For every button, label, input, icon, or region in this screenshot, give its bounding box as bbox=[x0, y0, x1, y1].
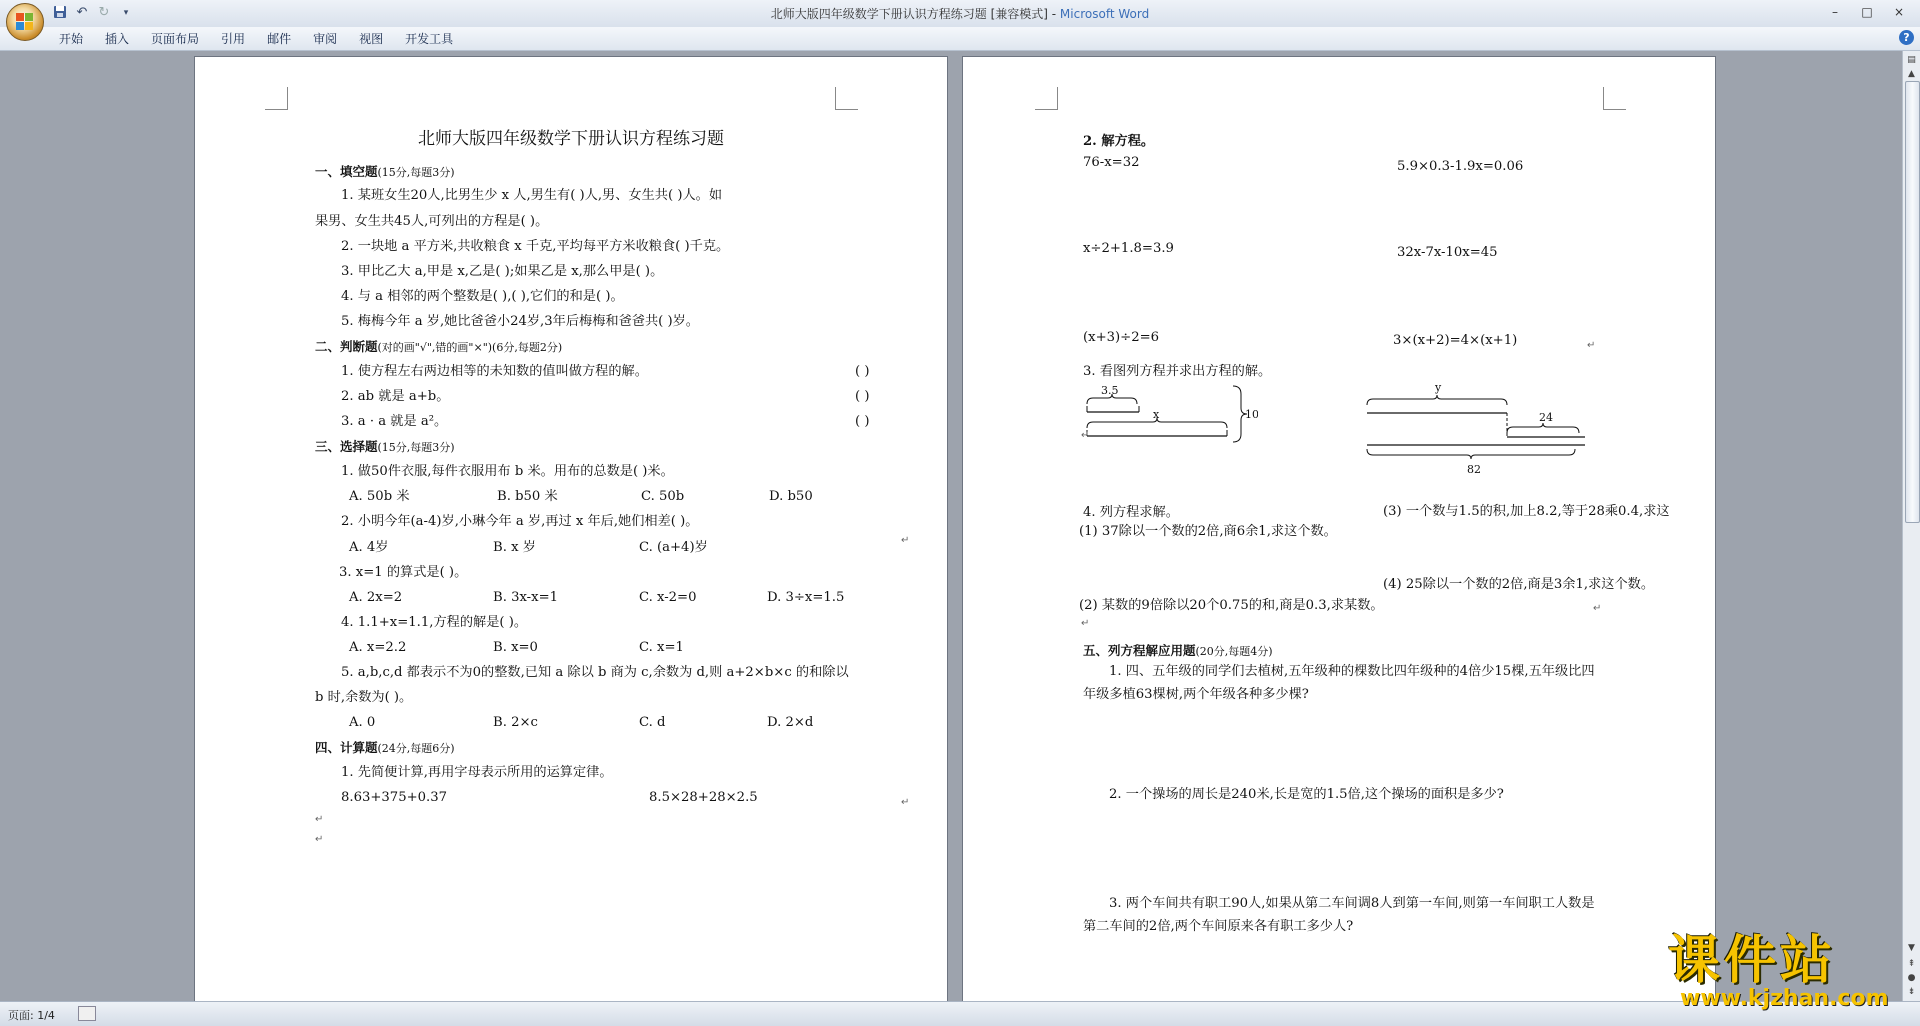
tab-insert[interactable]: 插入 bbox=[105, 32, 130, 46]
s1-line: 2. 一块地 a 平方米,共收粮食 x 千克,平均每平方米收粮食( )千克。 bbox=[341, 239, 730, 254]
s5-question: 第二车间的2倍,两个车间原来各有职工多少人? bbox=[1083, 919, 1354, 934]
equation: 3×(x+2)=4×(x+1) bbox=[1393, 333, 1518, 348]
scroll-up-icon[interactable]: ▲ bbox=[1908, 69, 1915, 79]
s3-option: A. 4岁 bbox=[349, 540, 389, 555]
crop-mark bbox=[835, 87, 858, 110]
s4-question: 1. 先简便计算,再用字母表示所用的运算定律。 bbox=[341, 765, 613, 780]
s5-question: 年级多植63棵树,两个年级各种多少棵? bbox=[1083, 687, 1309, 702]
s3-option: B. x 岁 bbox=[493, 540, 536, 555]
paragraph-mark: ↵ bbox=[901, 535, 910, 546]
title-bar bbox=[0, 0, 1920, 28]
s3-option: A. 2x=2 bbox=[349, 590, 403, 605]
crop-mark bbox=[1035, 87, 1058, 110]
scroll-thumb[interactable] bbox=[1905, 81, 1920, 523]
office-logo-icon bbox=[16, 13, 34, 31]
equation: 76-x=32 bbox=[1083, 155, 1140, 170]
tab-references[interactable]: 引用 bbox=[221, 32, 246, 46]
undo-icon[interactable]: ↶ bbox=[76, 5, 88, 20]
section-5-title: 五、列方程解应用题(20分,每题4分) bbox=[1083, 643, 1273, 658]
s3-option: B. b50 米 bbox=[497, 489, 558, 504]
scroll-down-icon[interactable]: ▼ bbox=[1908, 943, 1915, 953]
q4-item: (1) 37除以一个数的2倍,商6余1,求这个数。 bbox=[1079, 524, 1337, 539]
document-heading: 北师大版四年级数学下册认识方程练习题 bbox=[418, 129, 724, 149]
s1-line: 5. 梅梅今年 a 岁,她比爸爸小24岁,3年后梅梅和爸爸共( )岁。 bbox=[341, 314, 699, 329]
crop-mark bbox=[1603, 87, 1626, 110]
s3-option: B. 3x-x=1 bbox=[493, 590, 559, 605]
s3-question: b 时,余数为( )。 bbox=[315, 690, 413, 705]
page-1[interactable] bbox=[194, 56, 948, 1001]
s2-item: 2. ab 就是 a+b。 bbox=[341, 389, 450, 404]
ribbon bbox=[0, 27, 1920, 51]
window-title bbox=[0, 5, 1920, 22]
document-title: 北师大版四年级数学下册认识方程练习题 [兼容模式] - bbox=[770, 7, 1060, 21]
crop-mark bbox=[265, 87, 288, 110]
fig2-label-24: 24 bbox=[1539, 411, 1553, 424]
s3-question: 5. a,b,c,d 都表示不为0的整数,已知 a 除以 b 商为 c,余数为 d,则 a+2×b×c 的和除以 bbox=[341, 665, 849, 680]
previous-page-icon[interactable]: ⇞ bbox=[1907, 959, 1916, 969]
watermark-url: www.kjzhan.com bbox=[1680, 986, 1889, 1011]
s3-option: B. x=0 bbox=[493, 640, 538, 655]
section-1-title: 一、填空题(15分,每题3分) bbox=[315, 164, 455, 179]
maximize-button[interactable]: □ bbox=[1861, 5, 1873, 19]
s3-question: 3. x=1 的算式是( )。 bbox=[339, 565, 468, 580]
s3-option: D. b50 bbox=[769, 489, 813, 504]
fig1-label-a: 3.5 bbox=[1101, 384, 1119, 397]
s2-item: 3. a · a 就是 a²。 bbox=[341, 414, 448, 429]
s1-line: 3. 甲比乙大 a,甲是 x,乙是( );如果乙是 x,那么甲是( )。 bbox=[341, 264, 664, 279]
paragraph-mark: ↵ bbox=[315, 834, 324, 845]
s3-question: 4. 1.1+x=1.1,方程的解是( )。 bbox=[341, 615, 528, 630]
s3-option: C. x-2=0 bbox=[639, 590, 697, 605]
s4-calc: 8.63+375+0.37 bbox=[341, 790, 447, 805]
diagram-1 bbox=[1083, 384, 1258, 468]
paragraph-mark: ↵ bbox=[1081, 618, 1090, 629]
ruler-toggle-icon[interactable]: ▤ bbox=[1907, 55, 1916, 65]
q4-heading: 4. 列方程求解。 bbox=[1083, 505, 1179, 520]
s3-option: A. 0 bbox=[349, 715, 376, 730]
tab-mailings[interactable]: 邮件 bbox=[267, 32, 292, 46]
tab-page-layout[interactable]: 页面布局 bbox=[151, 32, 200, 46]
s3-question: 1. 做50件衣服,每件衣服用布 b 米。用布的总数是( )米。 bbox=[341, 464, 674, 479]
s3-option: C. x=1 bbox=[639, 640, 684, 655]
s4-calc: 8.5×28+28×2.5 bbox=[649, 790, 758, 805]
help-icon[interactable]: ? bbox=[1899, 30, 1914, 45]
fig2-label-y: y bbox=[1435, 381, 1442, 394]
q4-item: (3) 一个数与1.5的积,加上8.2,等于28乘0.4,求这 bbox=[1383, 504, 1670, 519]
s3-option: A. x=2.2 bbox=[349, 640, 407, 655]
s5-question: 1. 四、五年级的同学们去植树,五年级种的棵数比四年级种的4倍少15棵,五年级比四 bbox=[1109, 664, 1595, 679]
diagram-2 bbox=[1363, 377, 1603, 499]
equation: 5.9×0.3-1.9x=0.06 bbox=[1397, 159, 1524, 174]
q4-item: (2) 某数的9倍除以20个0.75的和,商是0.3,求某数。 bbox=[1079, 598, 1384, 613]
tab-developer[interactable]: 开发工具 bbox=[405, 32, 454, 46]
equation: 32x-7x-10x=45 bbox=[1397, 245, 1498, 260]
window-controls bbox=[1820, 2, 1914, 22]
office-button[interactable] bbox=[6, 3, 44, 41]
s3-option: B. 2×c bbox=[493, 715, 538, 730]
paragraph-mark: ↵ bbox=[1593, 603, 1602, 614]
q2-heading: 2. 解方程。 bbox=[1083, 134, 1155, 149]
close-button[interactable]: × bbox=[1893, 5, 1905, 19]
s5-question: 2. 一个操场的周长是240米,长是宽的1.5倍,这个操场的面积是多少? bbox=[1109, 787, 1504, 802]
section-2-title: 二、判断题(对的画"√",错的画"×")(6分,每题2分) bbox=[315, 339, 563, 354]
s3-option: C. 50b bbox=[641, 489, 685, 504]
paragraph-mark: ↵ bbox=[901, 797, 910, 808]
document-area[interactable] bbox=[0, 51, 1902, 1001]
paragraph-mark: ↵ bbox=[1587, 340, 1596, 351]
section-3-title: 三、选择题(15分,每题3分) bbox=[315, 439, 455, 454]
browse-object-icon[interactable]: ● bbox=[1907, 973, 1916, 983]
equation: x÷2+1.8=3.9 bbox=[1083, 241, 1174, 256]
watermark-title: 课件站 bbox=[1668, 931, 1837, 991]
s2-item: 1. 使方程左右两边相等的未知数的值叫做方程的解。 bbox=[341, 364, 648, 379]
section-4-title: 四、计算题(24分,每题6分) bbox=[315, 740, 455, 755]
paragraph-mark: ↵ bbox=[1081, 430, 1090, 441]
q4-item: (4) 25除以一个数的2倍,商是3余1,求这个数。 bbox=[1383, 577, 1655, 592]
customize-quick-access-icon[interactable]: ▾ bbox=[123, 8, 129, 18]
paragraph-mark: ↵ bbox=[315, 814, 324, 825]
language-icon[interactable] bbox=[78, 1006, 96, 1021]
s3-option: D. 3÷x=1.5 bbox=[767, 590, 845, 605]
fig1-label-total: 10 bbox=[1245, 408, 1258, 421]
q3-heading: 3. 看图列方程并求出方程的解。 bbox=[1083, 364, 1272, 379]
page-indicator[interactable]: 页面: 1/4 bbox=[8, 1009, 55, 1022]
s5-question: 3. 两个车间共有职工90人,如果从第二车间调8人到第一车间,则第一车间职工人数是 bbox=[1109, 896, 1595, 911]
tab-review[interactable]: 审阅 bbox=[313, 32, 338, 46]
s2-answer-blank: ( ) bbox=[855, 364, 870, 379]
next-page-icon[interactable]: ⇟ bbox=[1907, 987, 1916, 997]
app-name: Microsoft Word bbox=[1059, 7, 1150, 21]
s1-line: 1. 某班女生20人,比男生少 x 人,男生有( )人,男、女生共( )人。如 bbox=[341, 188, 723, 203]
minimize-button[interactable]: – bbox=[1832, 5, 1838, 19]
s2-answer-blank: ( ) bbox=[855, 389, 870, 404]
s3-option: A. 50b 米 bbox=[349, 489, 410, 504]
tab-view[interactable]: 视图 bbox=[359, 32, 384, 46]
fig1-label-x: x bbox=[1153, 408, 1160, 421]
equation: (x+3)÷2=6 bbox=[1083, 330, 1160, 345]
fig2-label-total: 82 bbox=[1467, 463, 1481, 476]
s2-answer-blank: ( ) bbox=[855, 414, 870, 429]
ribbon-tabs bbox=[48, 30, 464, 48]
s3-option: C. d bbox=[639, 715, 666, 730]
page-2[interactable] bbox=[962, 56, 1716, 1001]
s3-option: C. (a+4)岁 bbox=[639, 540, 708, 555]
s1-line: 果男、女生共45人,可列出的方程是( )。 bbox=[315, 214, 549, 229]
tab-home[interactable]: 开始 bbox=[59, 32, 84, 46]
vertical-scrollbar[interactable] bbox=[1902, 51, 1920, 1001]
status-bar bbox=[0, 1001, 1920, 1026]
s1-line: 4. 与 a 相邻的两个整数是( ),( ),它们的和是( )。 bbox=[341, 289, 624, 304]
redo-icon[interactable]: ↻ bbox=[98, 5, 110, 20]
watermark-logo bbox=[1660, 918, 1910, 1018]
s3-question: 2. 小明今年(a-4)岁,小琳今年 a 岁,再过 x 年后,她们相差( )。 bbox=[341, 514, 699, 529]
s3-option: D. 2×d bbox=[767, 715, 814, 730]
